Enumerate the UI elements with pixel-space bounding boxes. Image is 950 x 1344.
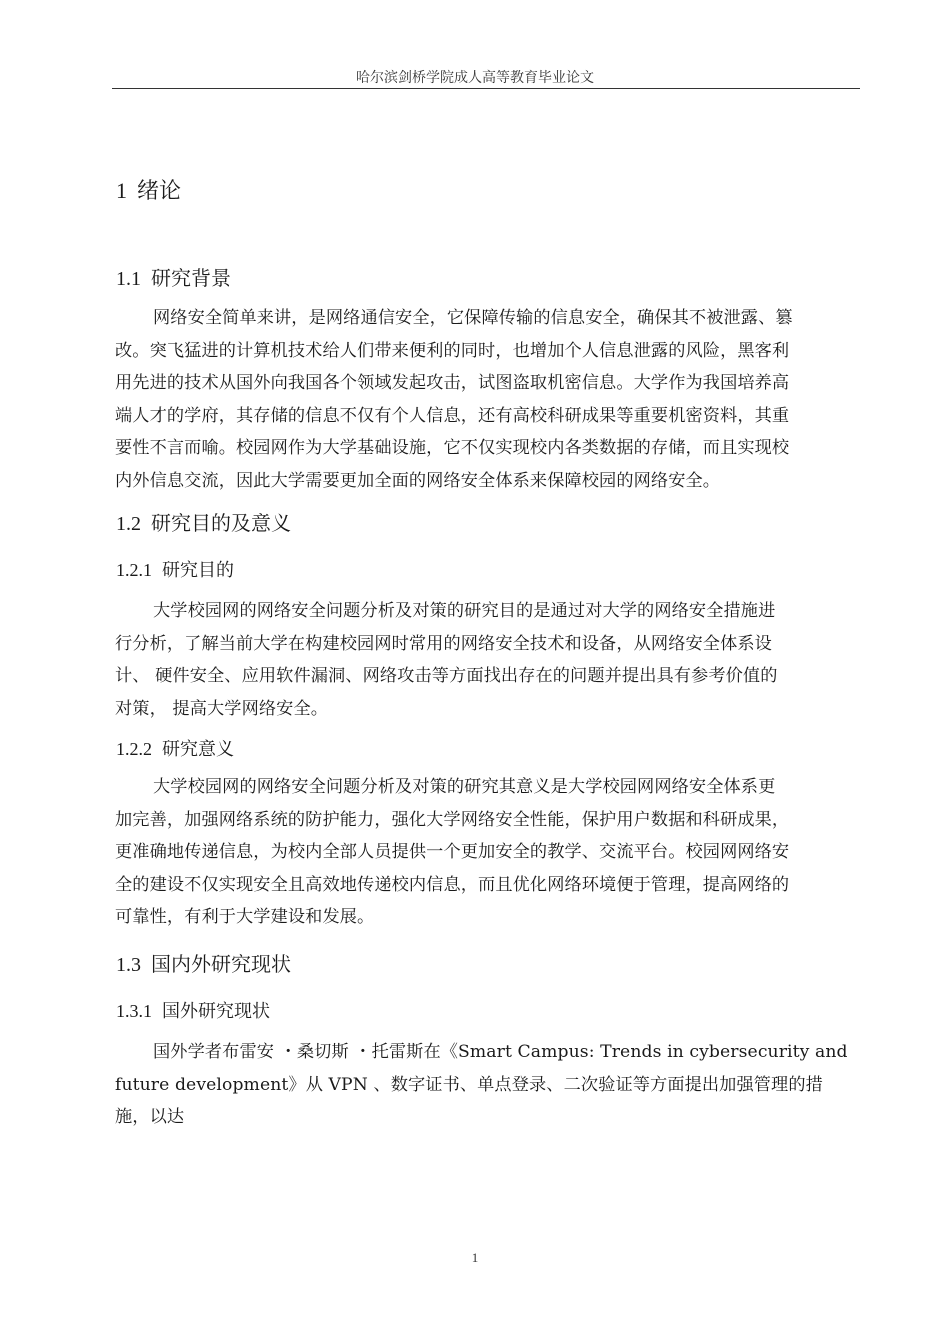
subsection-title: 国外研究现状 <box>162 1001 270 1022</box>
paragraph-foreign-research <box>115 1036 863 1134</box>
running-header: 哈尔滨剑桥学院成人高等教育毕业论文 <box>356 70 594 86</box>
text-line: 要性不言而喻。校园网作为大学基础设施，它不仅实现校内各类数据的存储，而且实现校 <box>115 438 790 458</box>
subsection-heading-1-2-1 <box>116 556 234 582</box>
text-line: 对策， 提高大学网络安全。 <box>115 698 329 719</box>
subsection-heading-1-2-2 <box>116 735 234 761</box>
text-line: 网络安全简单来讲，是网络通信安全，它保障传输的信息安全，确保其不被泄露、篡 <box>153 308 793 328</box>
section-title: 国内外研究现状 <box>151 952 291 976</box>
text-line: 端人才的学府，其存储的信息不仅有个人信息，还有高校科研成果等重要机密资料，其重 <box>115 405 790 426</box>
paragraph-research-background <box>115 302 863 497</box>
subsection-title: 研究目的 <box>162 560 234 581</box>
paragraph-research-purpose <box>115 595 863 725</box>
text-line: 内外信息交流，因此大学需要更加全面的网络安全体系来保障校园的网络安全。 <box>115 470 721 491</box>
header-divider <box>112 88 860 89</box>
subsection-number: 1.3.1 <box>116 1001 152 1021</box>
section-heading-1-2 <box>116 507 291 536</box>
text-line: 改。突飞猛进的计算机技术给人们带来便利的同时，也增加个人信息泄露的风险，黑客利 <box>115 340 790 361</box>
text-line: 国外学者布雷安 ・桑切斯 ・托雷斯在《Smart Campus: Trends in cybersecurity and <box>153 1042 848 1062</box>
section-title: 研究目的及意义 <box>151 511 291 535</box>
chapter-number: 1 <box>116 178 127 203</box>
section-heading-1-3 <box>116 948 291 977</box>
subsection-number: 1.2.2 <box>116 739 152 759</box>
text-line: 可靠性，有利于大学建设和发展。 <box>115 907 375 927</box>
chapter-title: 绪论 <box>137 179 182 204</box>
text-line: 更准确地传递信息，为校内全部人员提供一个更加安全的教学、交流平台。校园网网络安 <box>115 842 790 862</box>
text-line: 计、 硬件安全、应用软件漏洞、网络攻击等方面找出存在的问题并提出具有参考价值的 <box>115 666 778 686</box>
text-line: 加完善，加强网络系统的防护能力，强化大学网络安全性能，保护用户数据和科研成果， <box>115 809 790 830</box>
section-title: 研究背景 <box>151 266 231 290</box>
subsection-heading-1-3-1 <box>116 997 270 1023</box>
text-line: 行分析，了解当前大学在构建校园网时常用的网络安全技术和设备，从网络安全体系设 <box>115 633 772 654</box>
text-line: 全的建设不仅实现安全且高效地传递校内信息，而且优化网络环境便于管理，提高网络的 <box>115 874 790 895</box>
text-line: 用先进的技术从国外向我国各个领域发起攻击，试图盗取机密信息。大学作为我国培养高 <box>115 373 790 393</box>
chapter-heading <box>116 174 181 205</box>
section-number: 1.2 <box>116 513 141 535</box>
text-line: 施，以达 <box>115 1107 185 1127</box>
text-line: 大学校园网的网络安全问题分析及对策的研究目的是通过对大学的网络安全措施进 <box>153 601 776 621</box>
text-line: future development》从 VPN 、数字证书、单点登录、二次验证等方面提出加强管理的措 <box>115 1074 823 1095</box>
section-heading-1-1 <box>116 262 231 291</box>
page-number: 1 <box>471 1250 479 1265</box>
paragraph-research-significance <box>115 771 863 934</box>
subsection-title: 研究意义 <box>162 739 234 760</box>
section-number: 1.3 <box>116 954 141 976</box>
text-line: 大学校园网的网络安全问题分析及对策的研究其意义是大学校园网网络安全体系更 <box>153 777 776 797</box>
section-number: 1.1 <box>116 268 141 290</box>
subsection-number: 1.2.1 <box>116 560 152 580</box>
